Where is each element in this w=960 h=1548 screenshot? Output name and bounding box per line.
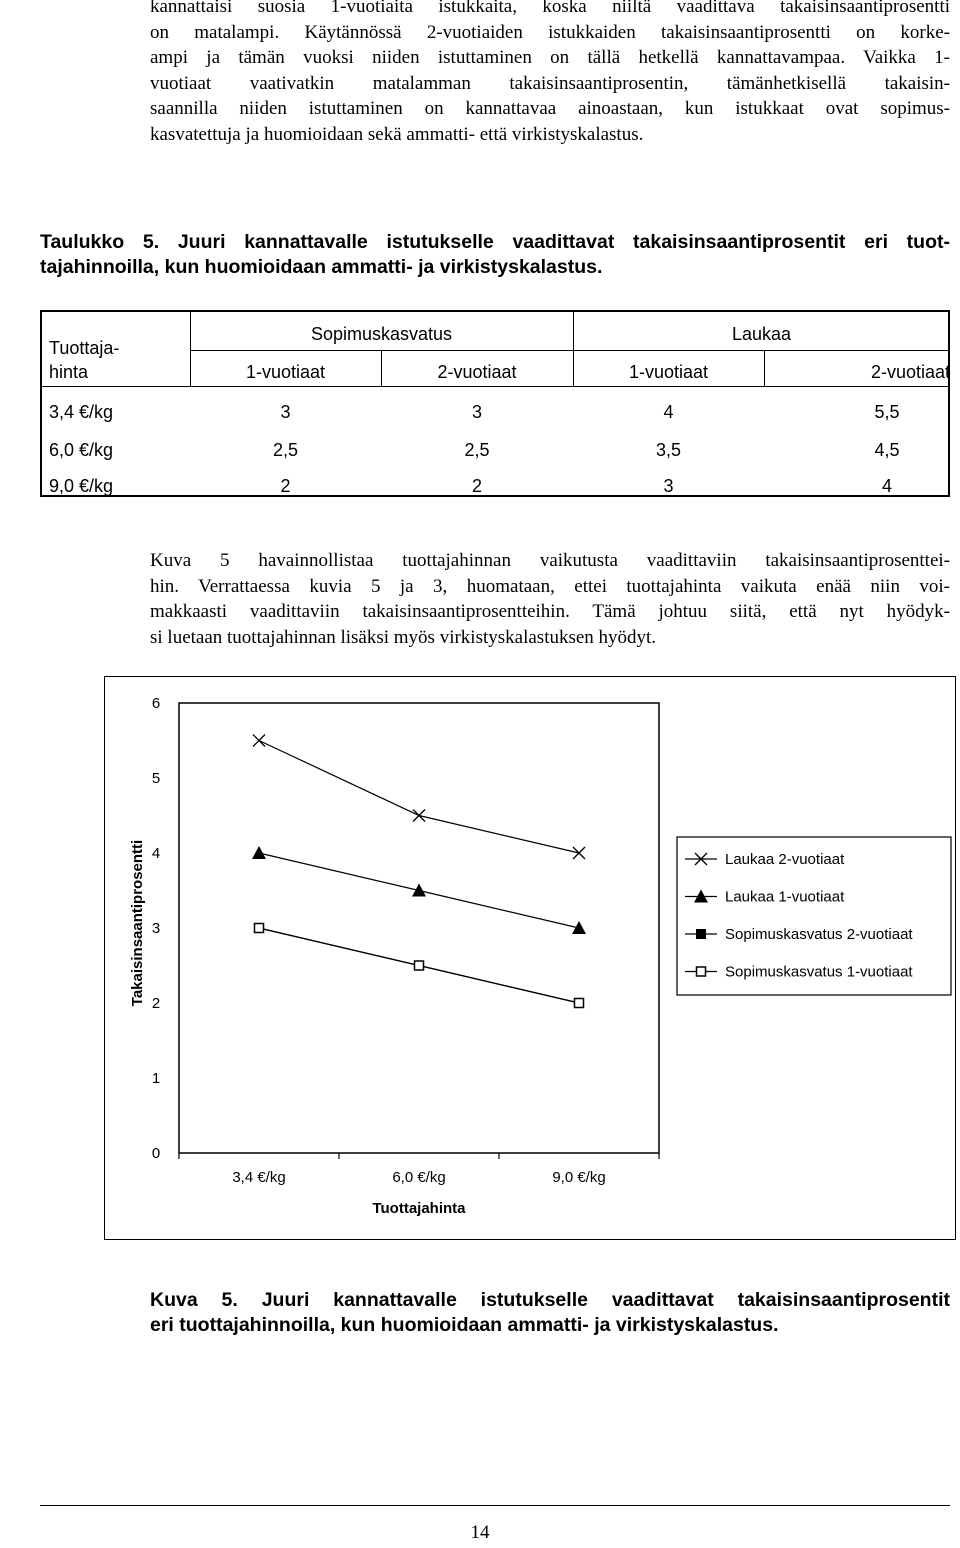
circle-marker	[415, 961, 424, 970]
y-tick-label: 0	[151, 1145, 161, 1162]
y-axis-label: Takaisinsaantiprosentti	[129, 839, 146, 1007]
value-cell: 4	[663, 402, 674, 422]
sub-header: 1-vuotiaat	[628, 362, 709, 382]
value-cell: 3	[663, 476, 674, 496]
paragraph-line: on matalampi. Käytännössä 2-vuotiaiden istukkaiden takaisinsaantiprosentti on korke-	[150, 21, 950, 43]
caption-line: eri tuottajahinnoilla, kun huomioidaan ammatti- ja virkistyskalastus.	[150, 1314, 779, 1336]
value-cell: 2,5	[272, 440, 299, 460]
legend-label: Laukaa 2-vuotiaat	[725, 851, 845, 868]
value-cell: 2	[280, 476, 291, 496]
value-cell: 2	[471, 476, 482, 496]
value-cell: 3,5	[655, 440, 682, 460]
series-line	[259, 741, 579, 854]
group-header-sopimuskasvatus: Sopimuskasvatus	[310, 324, 453, 344]
paragraph-line: saannilla niiden istuttaminen on kannattavaa ainoastaan, kun istukkaat ovat sopimus-	[150, 98, 950, 120]
table-divider	[42, 386, 950, 387]
value-cell: 4	[881, 476, 892, 496]
series-sopimuskasvatus-1-vuotiaat	[255, 924, 584, 1008]
footer-rule	[40, 1505, 950, 1506]
circle-marker	[255, 924, 264, 933]
table-divider	[190, 350, 950, 351]
x-axis-ticks	[179, 1153, 659, 1186]
sub-header: 2-vuotiaat	[870, 362, 950, 382]
paragraph-line: kannattaisi suosia 1-vuotiaita istukkaita, koska niiltä vaadittava takaisinsaantiprosentti	[150, 0, 950, 17]
paragraph-line: kasvatettuja ja huomioidaan sekä ammatti- että virkistyskalastus.	[150, 123, 644, 145]
paragraph-line: Kuva 5 havainnollistaa tuottajahinnan vaikutusta vaadittaviin takaisinsaantiprosenttei-	[150, 550, 950, 571]
paragraph-line: vuotiaat vaativatkin matalamman takaisinsaantiprosentin, tämänhetkisellä takaisin-	[150, 72, 950, 94]
page-number: 14	[470, 1522, 490, 1543]
paragraph-line: ampi ja tämän vuoksi niiden istuttaminen on tällä hetkellä kannattavampaa. Vaikka 1-	[150, 47, 950, 69]
value-cell: 3	[471, 402, 482, 422]
y-tick-label: 6	[151, 695, 161, 712]
legend-label: Sopimuskasvatus 2-vuotiaat	[725, 926, 913, 943]
x-tick-label: 6,0 €/kg	[392, 1169, 446, 1186]
triangle-marker	[252, 846, 266, 859]
triangle-marker	[572, 921, 586, 934]
x-axis-label: Tuottajahinta	[372, 1200, 466, 1217]
paragraph-line: hin. Verrattaessa kuvia 5 ja 3, huomataan, ettei tuottajahinta vaikuta enää niin voi-	[150, 575, 950, 597]
caption-line: Taulukko 5. Juuri kannattavalle istutukselle vaadittavat takaisinsaantiprosentit eri tuot-	[40, 231, 950, 253]
circle-marker	[697, 967, 706, 976]
y-tick-label: 2	[151, 995, 161, 1012]
price-cell: 6,0 €/kg	[49, 440, 114, 460]
row-header-line: hinta	[49, 362, 89, 382]
paragraph-line: si luetaan tuottajahinnan lisäksi myös virkistyskalastuksen hyödyt.	[150, 626, 657, 648]
paragraph-line: makkaasti vaadittaviin takaisinsaantiprosentteihin. Tämä johtuu siitä, että nyt hyödyk-	[150, 601, 950, 623]
table-caption	[40, 230, 950, 280]
x-tick-label: 9,0 €/kg	[552, 1169, 606, 1186]
row-header-line: Tuottaja-	[49, 338, 120, 358]
value-cell: 4,5	[874, 440, 900, 460]
legend-label: Sopimuskasvatus 1-vuotiaat	[725, 963, 913, 981]
value-cell: 5,5	[874, 402, 900, 422]
data-table	[40, 310, 950, 497]
line-chart	[104, 676, 956, 1240]
x-tick-label: 3,4 €/kg	[232, 1169, 286, 1186]
sub-header: 1-vuotiaat	[245, 362, 326, 382]
plot-frame	[179, 703, 659, 1153]
circle-marker	[575, 999, 584, 1008]
legend	[677, 837, 951, 995]
figure-caption	[150, 1288, 950, 1338]
plot-area	[179, 703, 659, 1153]
y-tick-label: 1	[151, 1070, 161, 1087]
y-tick-label: 3	[151, 920, 161, 937]
y-axis-ticks	[152, 695, 160, 1162]
y-tick-label: 5	[151, 770, 161, 787]
series-laukaa-1-vuotiaat	[252, 846, 586, 934]
price-cell: 9,0 €/kg	[49, 476, 114, 496]
chart-svg	[105, 677, 957, 1241]
caption-line: tajahinnoilla, kun huomioidaan ammatti- ja virkistyskalastus.	[40, 256, 603, 278]
group-header-laukaa: Laukaa	[731, 324, 792, 344]
body-paragraph-middle	[150, 548, 950, 650]
square-marker	[696, 929, 706, 939]
triangle-marker	[412, 884, 426, 897]
series-laukaa-2-vuotiaat	[253, 735, 585, 860]
value-cell: 3	[280, 402, 291, 422]
sub-header: 2-vuotiaat	[437, 362, 517, 382]
y-tick-label: 4	[151, 845, 161, 862]
body-paragraph-top	[150, 0, 950, 148]
series-group	[252, 735, 586, 1009]
caption-line: Kuva 5. Juuri kannattavalle istutukselle vaadittavat takaisinsaantiprosentit	[150, 1289, 950, 1311]
price-cell: 3,4 €/kg	[49, 402, 114, 422]
legend-label: Laukaa 1-vuotiaat	[725, 888, 845, 906]
value-cell: 2,5	[464, 440, 490, 460]
